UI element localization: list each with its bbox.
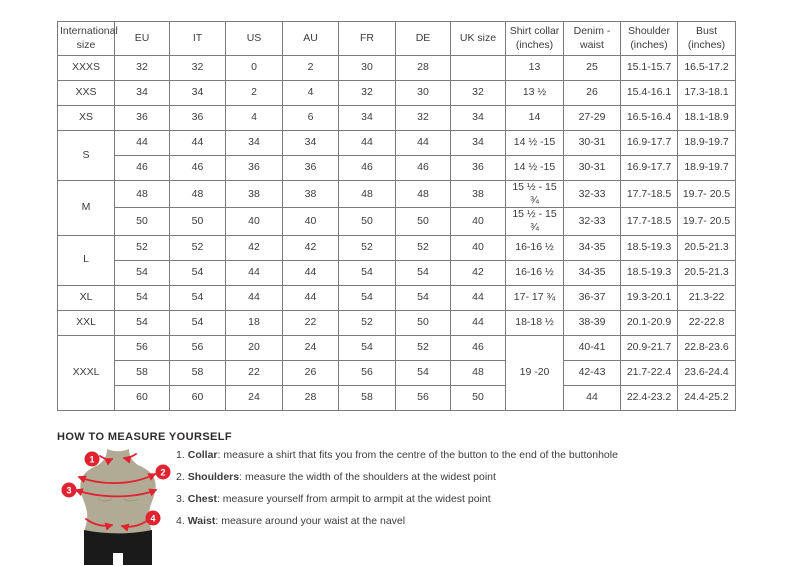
table-row [58, 235, 736, 260]
table-cell: 30-31 [564, 156, 621, 181]
table-cell: 2 [283, 56, 339, 81]
table-cell: 14 ½ -15 [506, 156, 564, 181]
table-cell: 44 [451, 310, 506, 335]
international-size-cell: XXS [58, 81, 115, 106]
header-uk-size: UK size [451, 22, 506, 56]
international-size-cell: S [58, 131, 115, 181]
table-cell: 34 [283, 131, 339, 156]
table-cell: 58 [339, 385, 396, 410]
table-cell: 30 [396, 81, 451, 106]
table-cell: 44 [564, 385, 621, 410]
table-cell: 44 [283, 285, 339, 310]
size-chart-table [57, 21, 736, 411]
table-cell: 30-31 [564, 131, 621, 156]
table-cell: 52 [396, 235, 451, 260]
table-cell: 25 [564, 56, 621, 81]
measure-figure [54, 441, 180, 566]
table-cell: 0 [226, 56, 283, 81]
table-cell: 40-41 [564, 335, 621, 360]
table-row [58, 81, 736, 106]
table-row [58, 208, 736, 235]
table-cell: 48 [170, 181, 226, 208]
table-cell: 56 [115, 335, 170, 360]
table-cell: 18.1-18.9 [678, 106, 736, 131]
table-cell: 46 [115, 156, 170, 181]
measure-step-chest [176, 492, 618, 514]
table-cell: 19.7- 20.5 [678, 181, 736, 208]
table-cell: 16-16 ½ [506, 260, 564, 285]
table-cell: 32 [339, 81, 396, 106]
table-cell: 54 [115, 260, 170, 285]
table-cell: 13 [506, 56, 564, 81]
table-cell: 26 [564, 81, 621, 106]
step-text: : measure yourself from armpit to armpit at the widest point [216, 493, 491, 505]
table-cell: 26 [283, 360, 339, 385]
table-cell: 36 [283, 156, 339, 181]
table-row [58, 310, 736, 335]
table-cell: 38 [451, 181, 506, 208]
table-cell: 24 [283, 335, 339, 360]
table-cell: 17- 17 ¾ [506, 285, 564, 310]
table-cell: 56 [170, 335, 226, 360]
table-row [58, 360, 736, 385]
table-cell: 20 [226, 335, 283, 360]
table-cell: 21.7-22.4 [621, 360, 678, 385]
table-row [58, 260, 736, 285]
table-cell: 40 [451, 208, 506, 235]
table-cell: 46 [170, 156, 226, 181]
header-it: IT [170, 22, 226, 56]
table-cell: 20.9-21.7 [621, 335, 678, 360]
table-cell: 40 [451, 235, 506, 260]
table-cell: 38 [283, 181, 339, 208]
table-cell: 15 ½ - 15 ¾ [506, 181, 564, 208]
table-cell: 54 [339, 260, 396, 285]
measure-steps [176, 448, 618, 536]
table-cell: 22 [283, 310, 339, 335]
step-label: Waist [187, 515, 216, 527]
table-cell: 22.4-23.2 [621, 385, 678, 410]
table-cell: 54 [396, 285, 451, 310]
table-cell: 18.9-19.7 [678, 131, 736, 156]
table-row [58, 131, 736, 156]
table-cell: 21.3-22 [678, 285, 736, 310]
step-number: 4. [176, 515, 185, 527]
header-us: US [226, 22, 283, 56]
table-cell: 16.5-17.2 [678, 56, 736, 81]
table-cell: 52 [339, 235, 396, 260]
table-cell: 40 [283, 208, 339, 235]
table-cell: 58 [170, 360, 226, 385]
table-cell: 22.8-23.6 [678, 335, 736, 360]
marker-1-number: 1 [89, 454, 95, 465]
shorts-shape [84, 530, 152, 565]
table-cell: 18 [226, 310, 283, 335]
table-cell: 17.7-18.5 [621, 181, 678, 208]
table-cell: 22-22.8 [678, 310, 736, 335]
table-cell: 60 [170, 385, 226, 410]
international-size-cell: XL [58, 285, 115, 310]
table-cell: 18-18 ½ [506, 310, 564, 335]
table-cell: 44 [396, 131, 451, 156]
table-cell: 54 [339, 335, 396, 360]
table-cell: 24 [226, 385, 283, 410]
table-cell: 54 [170, 310, 226, 335]
table-cell: 15 ½ - 15 ¾ [506, 208, 564, 235]
table-cell: 34 [170, 81, 226, 106]
size-chart-header [58, 22, 736, 56]
table-cell: 17.3-18.1 [678, 81, 736, 106]
table-cell: 16.9-17.7 [621, 156, 678, 181]
table-cell: 48 [396, 181, 451, 208]
table-cell: 50 [115, 208, 170, 235]
size-table-body [58, 56, 736, 411]
international-size-cell: XXXL [58, 335, 115, 410]
international-size-cell: M [58, 181, 115, 236]
table-cell: 36-37 [564, 285, 621, 310]
table-cell: 54 [396, 360, 451, 385]
measure-step-shoulders [176, 470, 618, 492]
table-cell: 50 [396, 208, 451, 235]
table-cell: 18.5-19.3 [621, 235, 678, 260]
table-cell: 38 [226, 181, 283, 208]
header-fr: FR [339, 22, 396, 56]
header-denim-waist: Denim - waist [564, 22, 621, 56]
table-row [58, 385, 736, 410]
table-cell: 27-29 [564, 106, 621, 131]
step-label: Collar [187, 449, 218, 461]
table-cell: 44 [226, 285, 283, 310]
table-cell: 42 [226, 235, 283, 260]
table-cell: 44 [226, 260, 283, 285]
step-text: : measure a shirt that fits you from the centre of the button to the end of the buttonhole [217, 449, 618, 461]
header-eu: EU [115, 22, 170, 56]
table-cell: 52 [115, 235, 170, 260]
table-cell: 34 [115, 81, 170, 106]
table-cell: 60 [115, 385, 170, 410]
table-cell: 4 [226, 106, 283, 131]
table-cell: 32 [451, 81, 506, 106]
table-cell: 16.9-17.7 [621, 131, 678, 156]
table-cell: 56 [339, 360, 396, 385]
table-cell: 50 [339, 208, 396, 235]
table-cell: 34-35 [564, 235, 621, 260]
header-shirt-collar: Shirt collar (inches) [506, 22, 564, 56]
table-cell: 34 [451, 131, 506, 156]
table-cell: 44 [283, 260, 339, 285]
table-cell: 34 [339, 106, 396, 131]
table-cell: 15.1-15.7 [621, 56, 678, 81]
table-cell: 34-35 [564, 260, 621, 285]
table-cell [451, 56, 506, 81]
table-cell: 13 ½ [506, 81, 564, 106]
step-text: : measure around your waist at the navel [215, 515, 406, 527]
table-cell: 34 [226, 131, 283, 156]
table-cell: 50 [451, 385, 506, 410]
table-cell: 52 [170, 235, 226, 260]
header-shoulder: Shoulder (inches) [621, 22, 678, 56]
table-row [58, 335, 736, 360]
header-bust: Bust (inches) [678, 22, 736, 56]
table-cell: 16.5-16.4 [621, 106, 678, 131]
table-cell: 32-33 [564, 208, 621, 235]
measure-section-heading: HOW TO MEASURE YOURSELF [57, 431, 233, 443]
step-number: 1. [176, 449, 185, 461]
table-cell: 54 [170, 285, 226, 310]
marker-4-number: 4 [150, 513, 156, 524]
table-cell: 46 [396, 156, 451, 181]
table-cell: 18.9-19.7 [678, 156, 736, 181]
table-cell: 36 [451, 156, 506, 181]
table-cell: 44 [115, 131, 170, 156]
table-cell: 50 [396, 310, 451, 335]
measure-step-collar [176, 448, 618, 470]
table-cell: 14 [506, 106, 564, 131]
table-cell: 18.5-19.3 [621, 260, 678, 285]
table-cell: 44 [170, 131, 226, 156]
table-cell: 40 [226, 208, 283, 235]
table-cell: 32-33 [564, 181, 621, 208]
international-size-cell: XXL [58, 310, 115, 335]
table-cell: 46 [451, 335, 506, 360]
step-number: 2. [176, 471, 185, 483]
table-cell: 15.4-16.1 [621, 81, 678, 106]
marker-2-number: 2 [160, 467, 166, 478]
table-cell: 4 [283, 81, 339, 106]
table-cell: 48 [339, 181, 396, 208]
table-cell: 20.5-21.3 [678, 235, 736, 260]
table-cell: 42 [451, 260, 506, 285]
table-cell: 34 [451, 106, 506, 131]
step-number: 3. [176, 493, 185, 505]
table-cell: 17.7-18.5 [621, 208, 678, 235]
table-cell: 42 [283, 235, 339, 260]
table-row [58, 285, 736, 310]
table-cell: 32 [115, 56, 170, 81]
step-label: Shoulders [187, 471, 240, 483]
table-cell: 32 [396, 106, 451, 131]
header-international-size: International size [58, 22, 115, 56]
table-cell: 52 [339, 310, 396, 335]
table-cell: 22 [226, 360, 283, 385]
table-row [58, 106, 736, 131]
table-cell: 19.3-20.1 [621, 285, 678, 310]
table-row [58, 156, 736, 181]
table-cell: 19.7- 20.5 [678, 208, 736, 235]
header-de: DE [396, 22, 451, 56]
table-cell: 36 [226, 156, 283, 181]
table-cell: 20.1-20.9 [621, 310, 678, 335]
step-text: : measure the width of the shoulders at the widest point [239, 471, 496, 483]
table-cell: 54 [396, 260, 451, 285]
table-cell: 54 [115, 310, 170, 335]
table-cell: 42-43 [564, 360, 621, 385]
table-cell: 23.6-24.4 [678, 360, 736, 385]
step-label: Chest [187, 493, 217, 505]
table-cell: 48 [451, 360, 506, 385]
table-cell: 54 [339, 285, 396, 310]
table-cell: 16-16 ½ [506, 235, 564, 260]
table-cell: 28 [396, 56, 451, 81]
table-cell: 54 [115, 285, 170, 310]
measure-step-waist [176, 514, 618, 536]
international-size-cell: L [58, 235, 115, 285]
table-cell: 14 ½ -15 [506, 131, 564, 156]
merged-shirt-collar-cell: 19 -20 [506, 335, 564, 410]
marker-3-number: 3 [66, 485, 72, 496]
table-cell: 52 [396, 335, 451, 360]
table-cell: 44 [339, 131, 396, 156]
table-cell: 56 [396, 385, 451, 410]
table-row [58, 56, 736, 81]
header-row [58, 22, 736, 56]
table-cell: 58 [115, 360, 170, 385]
table-cell: 48 [115, 181, 170, 208]
international-size-cell: XXXS [58, 56, 115, 81]
torso-illustration [54, 441, 180, 566]
table-cell: 44 [451, 285, 506, 310]
table-cell: 50 [170, 208, 226, 235]
table-cell: 6 [283, 106, 339, 131]
table-cell: 54 [170, 260, 226, 285]
table-cell: 28 [283, 385, 339, 410]
table-cell: 46 [339, 156, 396, 181]
table-cell: 30 [339, 56, 396, 81]
table-cell: 32 [170, 56, 226, 81]
table-cell: 36 [115, 106, 170, 131]
table-cell: 20.5-21.3 [678, 260, 736, 285]
table-cell: 2 [226, 81, 283, 106]
international-size-cell: XS [58, 106, 115, 131]
table-cell: 24.4-25.2 [678, 385, 736, 410]
header-au: AU [283, 22, 339, 56]
table-cell: 38-39 [564, 310, 621, 335]
table-row [58, 181, 736, 208]
table-cell: 36 [170, 106, 226, 131]
